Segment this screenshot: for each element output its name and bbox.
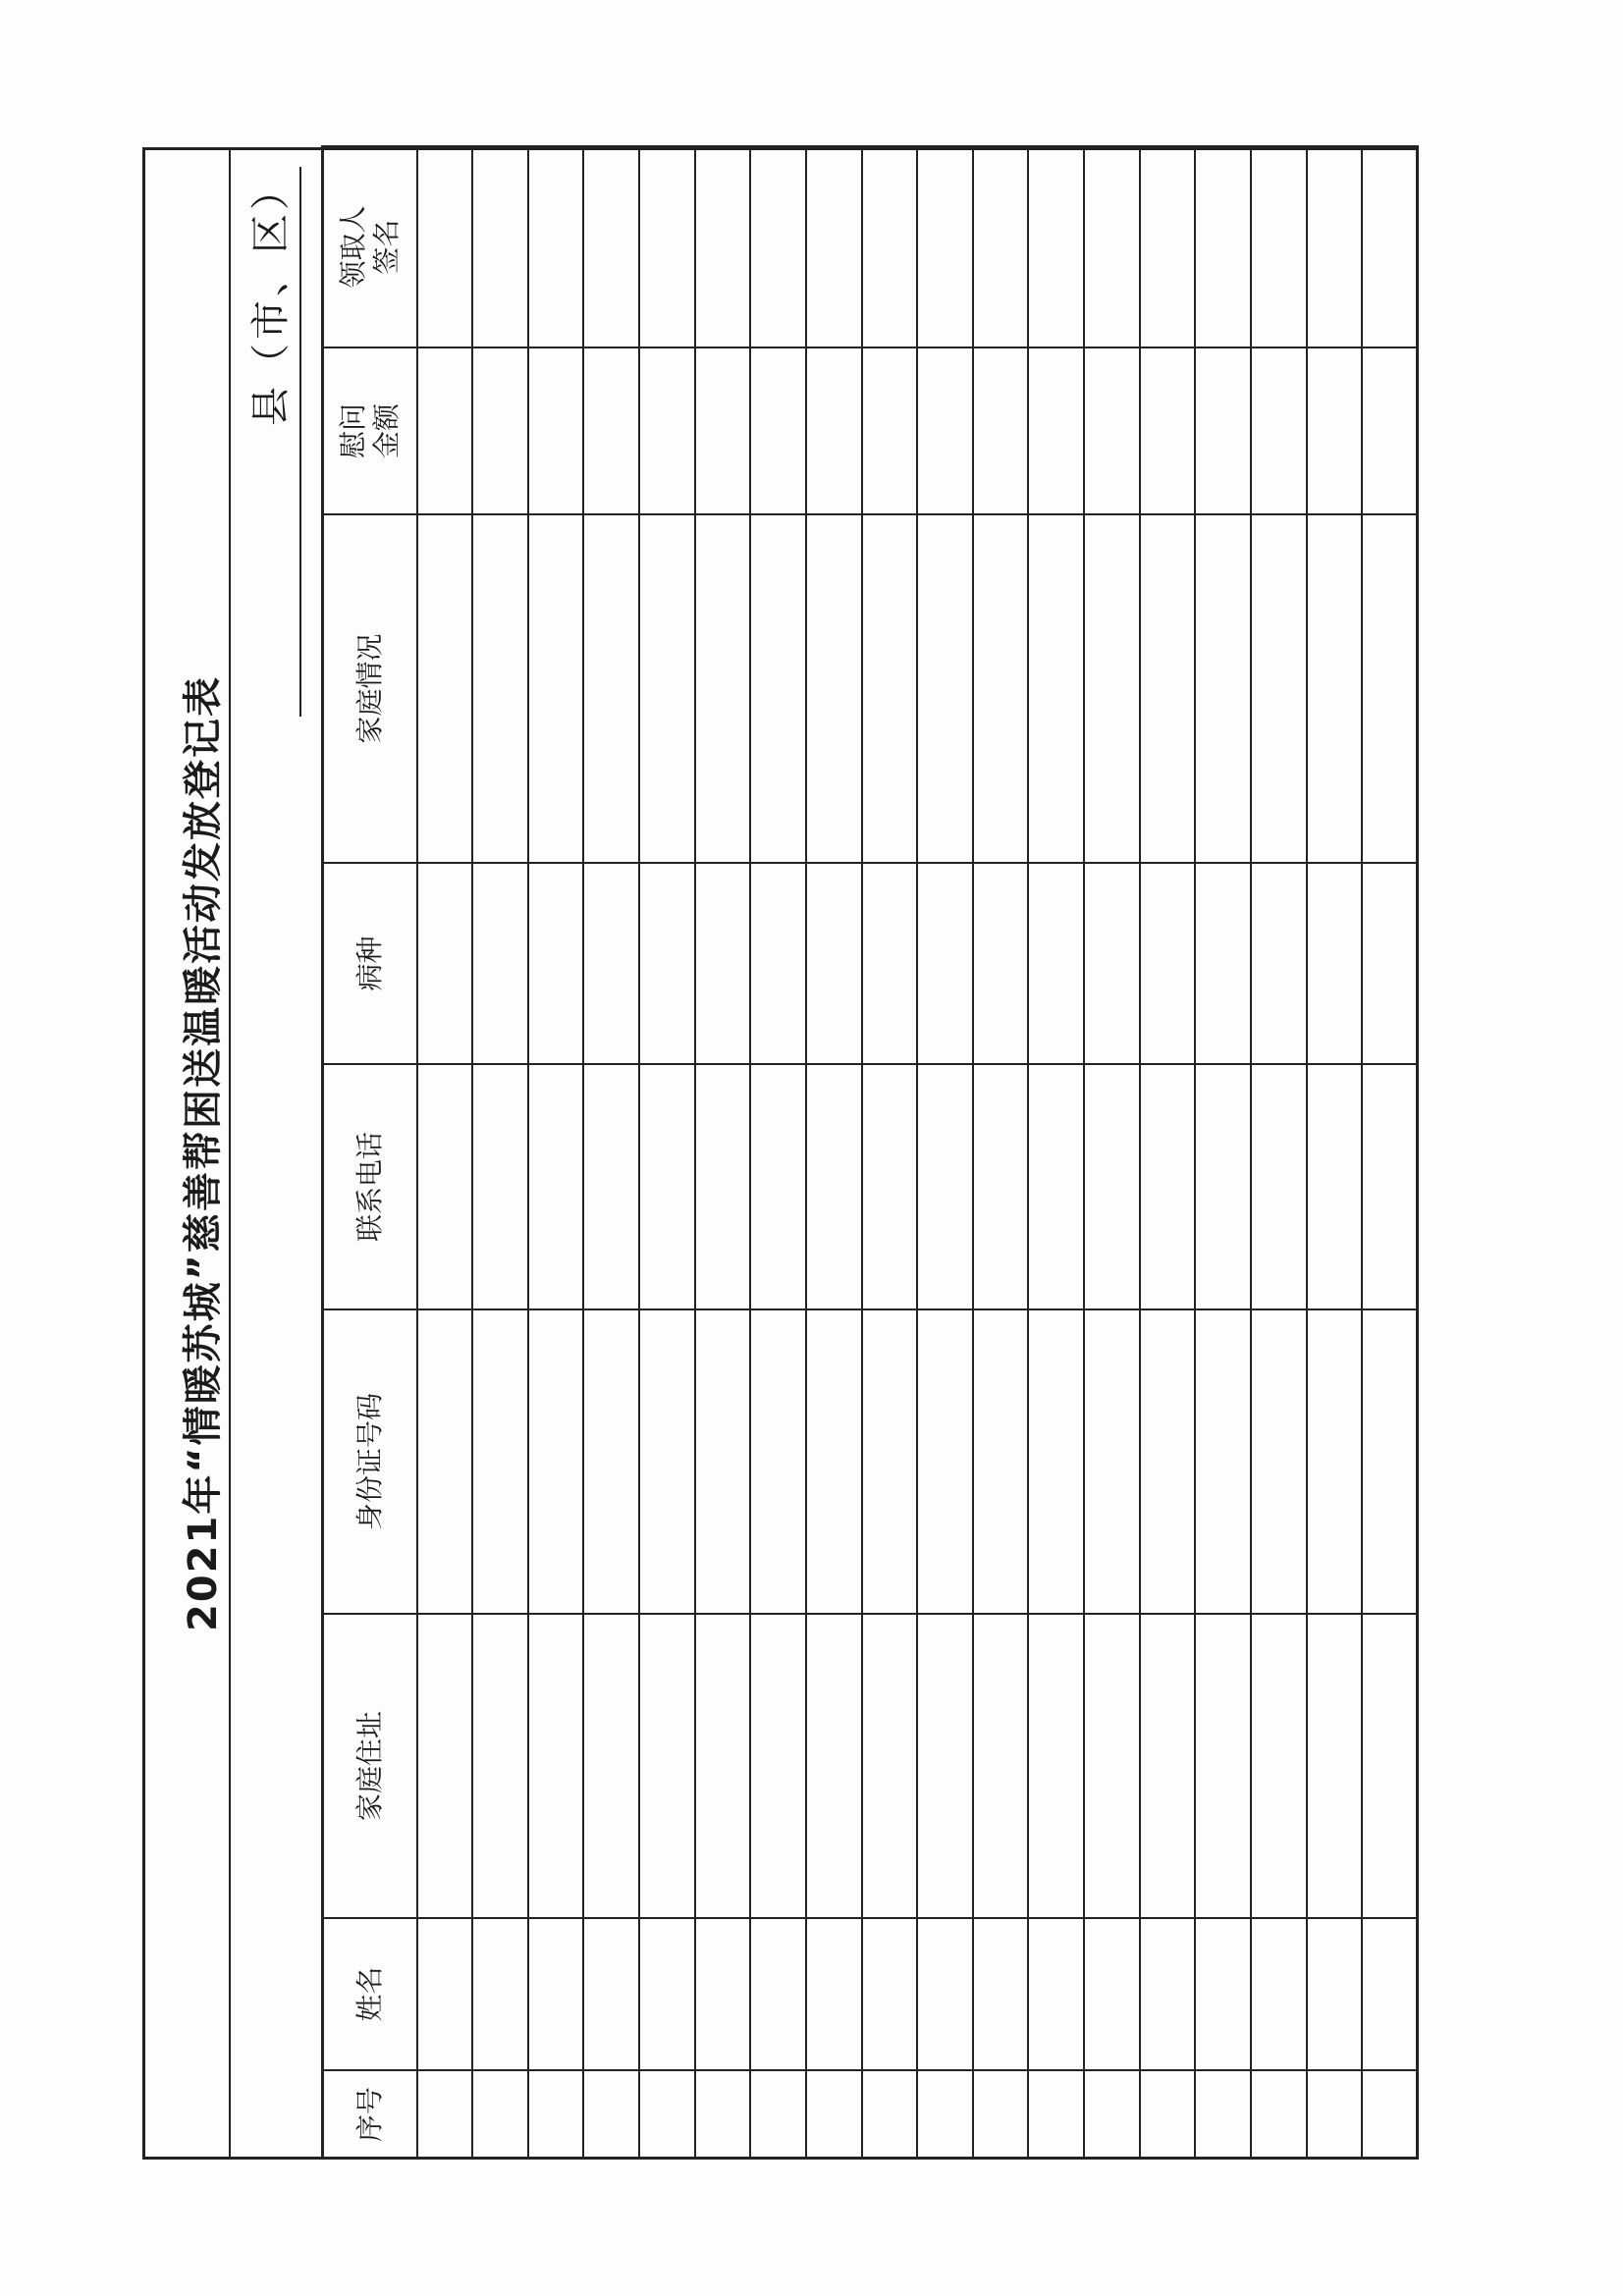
cell-id-number[interactable] [417, 1309, 473, 1614]
table-row [417, 146, 473, 2159]
cell-amount[interactable] [917, 347, 973, 514]
table-body [417, 146, 1419, 2159]
cell-seq[interactable] [639, 2070, 695, 2159]
cell-disease[interactable] [973, 863, 1029, 1064]
cell-disease[interactable] [528, 863, 584, 1064]
cell-phone[interactable] [1084, 1064, 1140, 1309]
cell-family-status[interactable] [583, 514, 639, 863]
cell-signature[interactable] [1140, 146, 1196, 347]
cell-name[interactable] [583, 1918, 639, 2070]
cell-signature[interactable] [1362, 146, 1418, 347]
cell-seq[interactable] [417, 2070, 473, 2159]
cell-address[interactable] [1362, 1614, 1418, 1918]
cell-address[interactable] [750, 1614, 806, 1918]
cell-name[interactable] [1195, 1918, 1251, 2070]
cell-seq[interactable] [695, 2070, 751, 2159]
cell-id-number[interactable] [1362, 1309, 1418, 1614]
cell-family-status[interactable] [1362, 514, 1418, 863]
cell-phone[interactable] [862, 1064, 918, 1309]
cell-seq[interactable] [750, 2070, 806, 2159]
cell-signature[interactable] [528, 146, 584, 347]
cell-name[interactable] [1028, 1918, 1084, 2070]
cell-seq[interactable] [1140, 2070, 1196, 2159]
cell-seq[interactable] [1084, 2070, 1140, 2159]
cell-disease[interactable] [1084, 863, 1140, 1064]
table-row [1140, 146, 1196, 2159]
cell-id-number[interactable] [973, 1309, 1029, 1614]
cell-address[interactable] [528, 1614, 584, 1918]
cell-address[interactable] [1251, 1614, 1307, 1918]
cell-name[interactable] [1140, 1918, 1196, 2070]
cell-id-number[interactable] [917, 1309, 973, 1614]
cell-amount[interactable] [1195, 347, 1251, 514]
cell-seq[interactable] [528, 2070, 584, 2159]
cell-family-status[interactable] [1084, 514, 1140, 863]
cell-signature[interactable] [1084, 146, 1140, 347]
cell-seq[interactable] [806, 2070, 862, 2159]
cell-disease[interactable] [1362, 863, 1418, 1064]
cell-name[interactable] [862, 1918, 918, 2070]
cell-amount[interactable] [583, 347, 639, 514]
cell-seq[interactable] [917, 2070, 973, 2159]
cell-family-status[interactable] [1028, 514, 1084, 863]
cell-disease[interactable] [417, 863, 473, 1064]
cell-id-number[interactable] [750, 1309, 806, 1614]
form-title: 2021年“情暖苏城”慈善帮困送温暖活动发放登记表 [181, 675, 226, 1631]
cell-signature[interactable] [417, 146, 473, 347]
cell-amount[interactable] [1362, 347, 1418, 514]
cell-address[interactable] [417, 1614, 473, 1918]
table-row [639, 146, 695, 2159]
cell-family-status[interactable] [1195, 514, 1251, 863]
cell-signature[interactable] [973, 146, 1029, 347]
cell-id-number[interactable] [1084, 1309, 1140, 1614]
table-row [695, 146, 751, 2159]
cell-address[interactable] [472, 1614, 528, 1918]
cell-family-status[interactable] [1307, 514, 1363, 863]
cell-name[interactable] [1251, 1918, 1307, 2070]
table-row [472, 146, 528, 2159]
cell-signature[interactable] [917, 146, 973, 347]
cell-disease[interactable] [1251, 863, 1307, 1064]
table-row [583, 146, 639, 2159]
cell-id-number[interactable] [1307, 1309, 1363, 1614]
cell-amount[interactable] [639, 347, 695, 514]
cell-disease[interactable] [806, 863, 862, 1064]
cell-address[interactable] [1028, 1614, 1084, 1918]
cell-id-number[interactable] [1251, 1309, 1307, 1614]
cell-phone[interactable] [1028, 1064, 1084, 1309]
cell-family-status[interactable] [973, 514, 1029, 863]
cell-disease[interactable] [695, 863, 751, 1064]
cell-amount[interactable] [528, 347, 584, 514]
cell-id-number[interactable] [1140, 1309, 1196, 1614]
cell-seq[interactable] [1195, 2070, 1251, 2159]
cell-id-number[interactable] [862, 1309, 918, 1614]
cell-amount[interactable] [1307, 347, 1363, 514]
table-row [1028, 146, 1084, 2159]
cell-address[interactable] [583, 1614, 639, 1918]
header-phone: 联系电话 [323, 1064, 417, 1309]
cell-seq[interactable] [1362, 2070, 1418, 2159]
cell-signature[interactable] [695, 146, 751, 347]
cell-phone[interactable] [472, 1064, 528, 1309]
cell-name[interactable] [472, 1918, 528, 2070]
cell-signature[interactable] [583, 146, 639, 347]
cell-name[interactable] [750, 1918, 806, 2070]
cell-id-number[interactable] [528, 1309, 584, 1614]
table-row [750, 146, 806, 2159]
cell-amount[interactable] [472, 347, 528, 514]
cell-name[interactable] [528, 1918, 584, 2070]
cell-name[interactable] [1084, 1918, 1140, 2070]
cell-address[interactable] [639, 1614, 695, 1918]
cell-id-number[interactable] [1195, 1309, 1251, 1614]
cell-family-status[interactable] [862, 514, 918, 863]
registration-table [321, 145, 1419, 2160]
cell-amount[interactable] [695, 347, 751, 514]
cell-phone[interactable] [1140, 1064, 1196, 1309]
table-row [862, 146, 918, 2159]
cell-name[interactable] [639, 1918, 695, 2070]
cell-address[interactable] [973, 1614, 1029, 1918]
cell-family-status[interactable] [917, 514, 973, 863]
cell-amount[interactable] [750, 347, 806, 514]
cell-address[interactable] [806, 1614, 862, 1918]
cell-amount[interactable] [417, 347, 473, 514]
table-row [1362, 146, 1418, 2159]
cell-id-number[interactable] [1028, 1309, 1084, 1614]
cell-signature[interactable] [1028, 146, 1084, 347]
cell-disease[interactable] [1028, 863, 1084, 1064]
table-row [806, 146, 862, 2159]
cell-seq[interactable] [1307, 2070, 1363, 2159]
cell-phone[interactable] [639, 1064, 695, 1309]
cell-name[interactable] [695, 1918, 751, 2070]
header-address: 家庭住址 [323, 1614, 417, 1918]
cell-id-number[interactable] [639, 1309, 695, 1614]
cell-signature[interactable] [1307, 146, 1363, 347]
table-row [1251, 146, 1307, 2159]
cell-name[interactable] [806, 1918, 862, 2070]
cell-phone[interactable] [583, 1064, 639, 1309]
cell-signature[interactable] [750, 146, 806, 347]
table-row [917, 146, 973, 2159]
cell-amount[interactable] [1251, 347, 1307, 514]
cell-seq[interactable] [973, 2070, 1029, 2159]
cell-amount[interactable] [1140, 347, 1196, 514]
cell-family-status[interactable] [472, 514, 528, 863]
cell-address[interactable] [1307, 1614, 1363, 1918]
cell-amount[interactable] [1084, 347, 1140, 514]
table-row [1084, 146, 1140, 2159]
cell-seq[interactable] [1028, 2070, 1084, 2159]
cell-address[interactable] [1140, 1614, 1196, 1918]
cell-family-status[interactable] [417, 514, 473, 863]
cell-family-status[interactable] [695, 514, 751, 863]
cell-address[interactable] [1195, 1614, 1251, 1918]
cell-disease[interactable] [472, 863, 528, 1064]
cell-phone[interactable] [1195, 1064, 1251, 1309]
table-row [1195, 146, 1251, 2159]
cell-family-status[interactable] [639, 514, 695, 863]
header-signature: 领取人 签名 [323, 146, 417, 347]
cell-name[interactable] [1362, 1918, 1418, 2070]
cell-phone[interactable] [1307, 1064, 1363, 1309]
cell-name[interactable] [417, 1918, 473, 2070]
cell-name[interactable] [917, 1918, 973, 2070]
cell-phone[interactable] [1251, 1064, 1307, 1309]
cell-seq[interactable] [583, 2070, 639, 2159]
cell-phone[interactable] [1362, 1064, 1418, 1309]
cell-phone[interactable] [750, 1064, 806, 1309]
cell-signature[interactable] [1251, 146, 1307, 347]
header-id-number: 身份证号码 [323, 1309, 417, 1614]
cell-seq[interactable] [1251, 2070, 1307, 2159]
cell-disease[interactable] [862, 863, 918, 1064]
table-row [528, 146, 584, 2159]
cell-id-number[interactable] [472, 1309, 528, 1614]
county-label: 县（市、区） [248, 167, 294, 426]
cell-amount[interactable] [1028, 347, 1084, 514]
cell-name[interactable] [973, 1918, 1029, 2070]
cell-phone[interactable] [417, 1064, 473, 1309]
cell-address[interactable] [917, 1614, 973, 1918]
cell-name[interactable] [1307, 1918, 1363, 2070]
cell-phone[interactable] [528, 1064, 584, 1309]
cell-address[interactable] [695, 1614, 751, 1918]
cell-disease[interactable] [1195, 863, 1251, 1064]
cell-amount[interactable] [862, 347, 918, 514]
cell-phone[interactable] [695, 1064, 751, 1309]
cell-id-number[interactable] [583, 1309, 639, 1614]
header-family-status: 家庭情况 [323, 514, 417, 863]
table-row [973, 146, 1029, 2159]
cell-address[interactable] [862, 1614, 918, 1918]
cell-amount[interactable] [806, 347, 862, 514]
cell-disease[interactable] [583, 863, 639, 1064]
cell-seq[interactable] [472, 2070, 528, 2159]
table-header-row [323, 146, 417, 2159]
cell-signature[interactable] [639, 146, 695, 347]
cell-id-number[interactable] [695, 1309, 751, 1614]
cell-signature[interactable] [806, 146, 862, 347]
header-disease: 病种 [323, 863, 417, 1064]
cell-id-number[interactable] [806, 1309, 862, 1614]
header-seq: 序号 [323, 2070, 417, 2159]
cell-phone[interactable] [917, 1064, 973, 1309]
cell-signature[interactable] [1195, 146, 1251, 347]
cell-disease[interactable] [639, 863, 695, 1064]
cell-seq[interactable] [862, 2070, 918, 2159]
header-amount: 慰问 金额 [323, 347, 417, 514]
cell-disease[interactable] [1140, 863, 1196, 1064]
registration-form [142, 147, 1419, 2160]
county-field[interactable] [241, 167, 301, 717]
title-divider [229, 147, 231, 2160]
cell-family-status[interactable] [1140, 514, 1196, 863]
cell-address[interactable] [1084, 1614, 1140, 1918]
cell-family-status[interactable] [528, 514, 584, 863]
cell-amount[interactable] [973, 347, 1029, 514]
cell-family-status[interactable] [1251, 514, 1307, 863]
cell-disease[interactable] [1307, 863, 1363, 1064]
cell-disease[interactable] [917, 863, 973, 1064]
cell-disease[interactable] [750, 863, 806, 1064]
table-row [1307, 146, 1363, 2159]
cell-signature[interactable] [472, 146, 528, 347]
cell-family-status[interactable] [806, 514, 862, 863]
cell-signature[interactable] [862, 146, 918, 347]
cell-family-status[interactable] [750, 514, 806, 863]
cell-phone[interactable] [973, 1064, 1029, 1309]
cell-phone[interactable] [806, 1064, 862, 1309]
header-name: 姓名 [323, 1918, 417, 2070]
